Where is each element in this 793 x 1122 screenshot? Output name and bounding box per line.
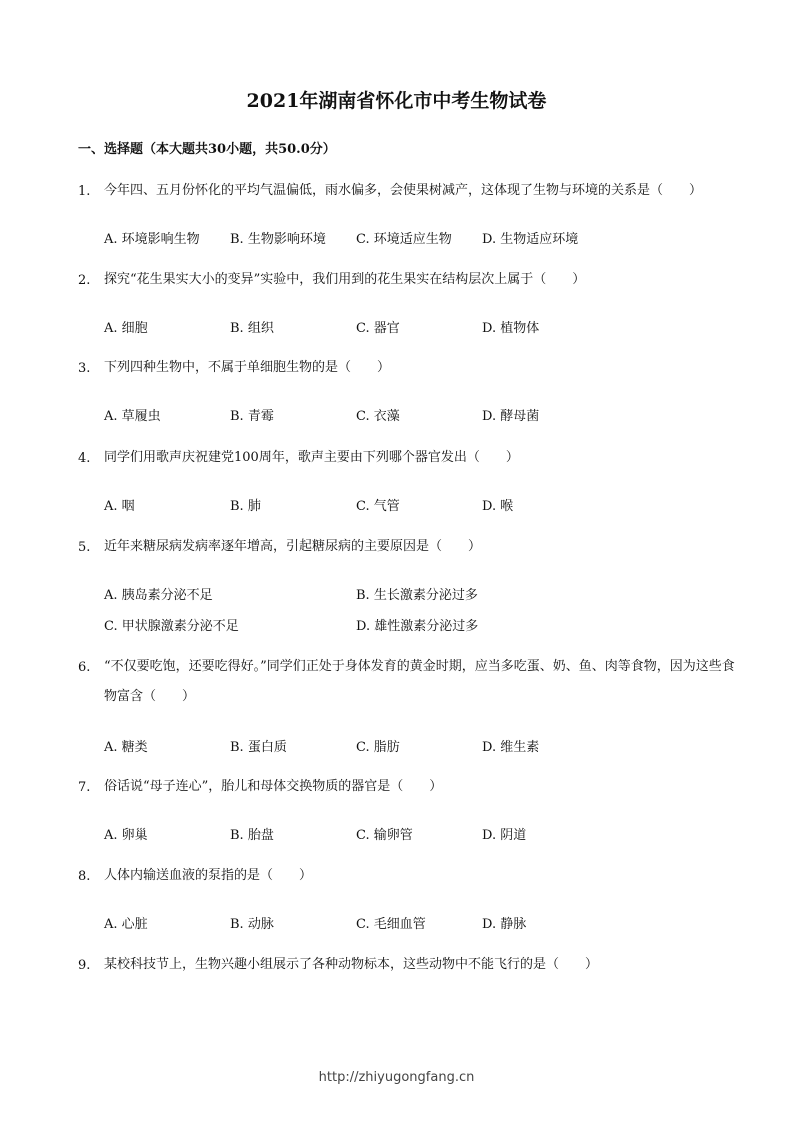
question-stem: 近年来糖尿病发病率逐年增高，引起糖尿病的主要原因是（ ） bbox=[104, 539, 482, 554]
question-stem: 某校科技节上，生物兴趣小组展示了各种动物标本，这些动物中不能飞行的是（ ） bbox=[104, 957, 599, 972]
option-a: A. 心脏 bbox=[104, 917, 148, 932]
question-number: 6. bbox=[78, 660, 91, 675]
question-number: 7. bbox=[78, 780, 91, 795]
question-stem: 下列四种生物中，不属于单细胞生物的是（ ） bbox=[104, 360, 391, 375]
question-number: 1. bbox=[78, 184, 91, 199]
option-d: D. 植物体 bbox=[482, 321, 540, 336]
option-a: A. 细胞 bbox=[104, 321, 148, 336]
question-stem: 俗话说“母子连心”，胎儿和母体交换物质的器官是（ ） bbox=[104, 779, 443, 794]
question-stem: 同学们用歌声庆祝建党100周年，歌声主要由下列哪个器官发出（ ） bbox=[104, 450, 519, 465]
question-stem: 今年四、五月份怀化的平均气温偏低，雨水偏多，会使果树减产，这体现了生物与环境的关系是（ ） bbox=[104, 183, 703, 198]
option-a: A. 环境影响生物 bbox=[104, 232, 200, 247]
option-c: C. 脂肪 bbox=[356, 740, 400, 755]
exam-title: 2021年湖南省怀化市中考生物试卷 bbox=[246, 90, 547, 112]
question-number: 8. bbox=[78, 869, 91, 884]
option-d: D. 酵母菌 bbox=[482, 409, 540, 424]
option-b: B. 动脉 bbox=[230, 917, 274, 932]
option-c: C. 输卵管 bbox=[356, 828, 413, 843]
option-d: D. 生物适应环境 bbox=[482, 232, 579, 247]
option-b: B. 蛋白质 bbox=[230, 740, 287, 755]
question-stem: 探究“花生果实大小的变异”实验中，我们用到的花生果实在结构层次上属于（ ） bbox=[104, 272, 586, 287]
section-heading: 一、选择题（本大题共30小题，共50.0分） bbox=[78, 142, 336, 157]
footer-url: http://zhiyugongfang.cn bbox=[318, 1070, 475, 1085]
option-c: C. 甲状腺激素分泌不足 bbox=[104, 619, 239, 634]
option-c: C. 环境适应生物 bbox=[356, 232, 452, 247]
option-a: A. 卵巢 bbox=[104, 828, 148, 843]
option-d: D. 喉 bbox=[482, 499, 514, 514]
question-number: 5. bbox=[78, 540, 91, 555]
option-b: B. 胎盘 bbox=[230, 828, 274, 843]
option-b: B. 肺 bbox=[230, 499, 261, 514]
option-a: A. 糖类 bbox=[104, 740, 148, 755]
option-c: C. 毛细血管 bbox=[356, 917, 426, 932]
option-a: A. 草履虫 bbox=[104, 409, 161, 424]
option-d: D. 维生素 bbox=[482, 740, 540, 755]
option-d: D. 阴道 bbox=[482, 828, 527, 843]
option-b: B. 组织 bbox=[230, 321, 274, 336]
question-number: 3. bbox=[78, 361, 91, 376]
option-a: A. 胰岛素分泌不足 bbox=[104, 588, 213, 603]
question-number: 9. bbox=[78, 958, 91, 973]
option-c: C. 气管 bbox=[356, 499, 400, 514]
question-number: 4. bbox=[78, 451, 91, 466]
option-b: B. 生物影响环境 bbox=[230, 232, 326, 247]
option-a: A. 咽 bbox=[104, 499, 135, 514]
option-d: D. 静脉 bbox=[482, 917, 527, 932]
option-c: C. 衣藻 bbox=[356, 409, 400, 424]
question-stem: 人体内输送血液的泵指的是（ ） bbox=[104, 868, 313, 883]
question-stem: “不仅要吃饱，还要吃得好。”同学们正处于身体发育的黄金时期，应当多吃蛋、奶、鱼、肉等食物，因为这些食物富含（ ） bbox=[104, 659, 735, 704]
option-d: D. 雄性激素分泌过多 bbox=[356, 619, 479, 634]
option-c: C. 器官 bbox=[356, 321, 400, 336]
question-number: 2. bbox=[78, 273, 91, 288]
option-b: B. 青霉 bbox=[230, 409, 274, 424]
option-b: B. 生长激素分泌过多 bbox=[356, 588, 478, 603]
